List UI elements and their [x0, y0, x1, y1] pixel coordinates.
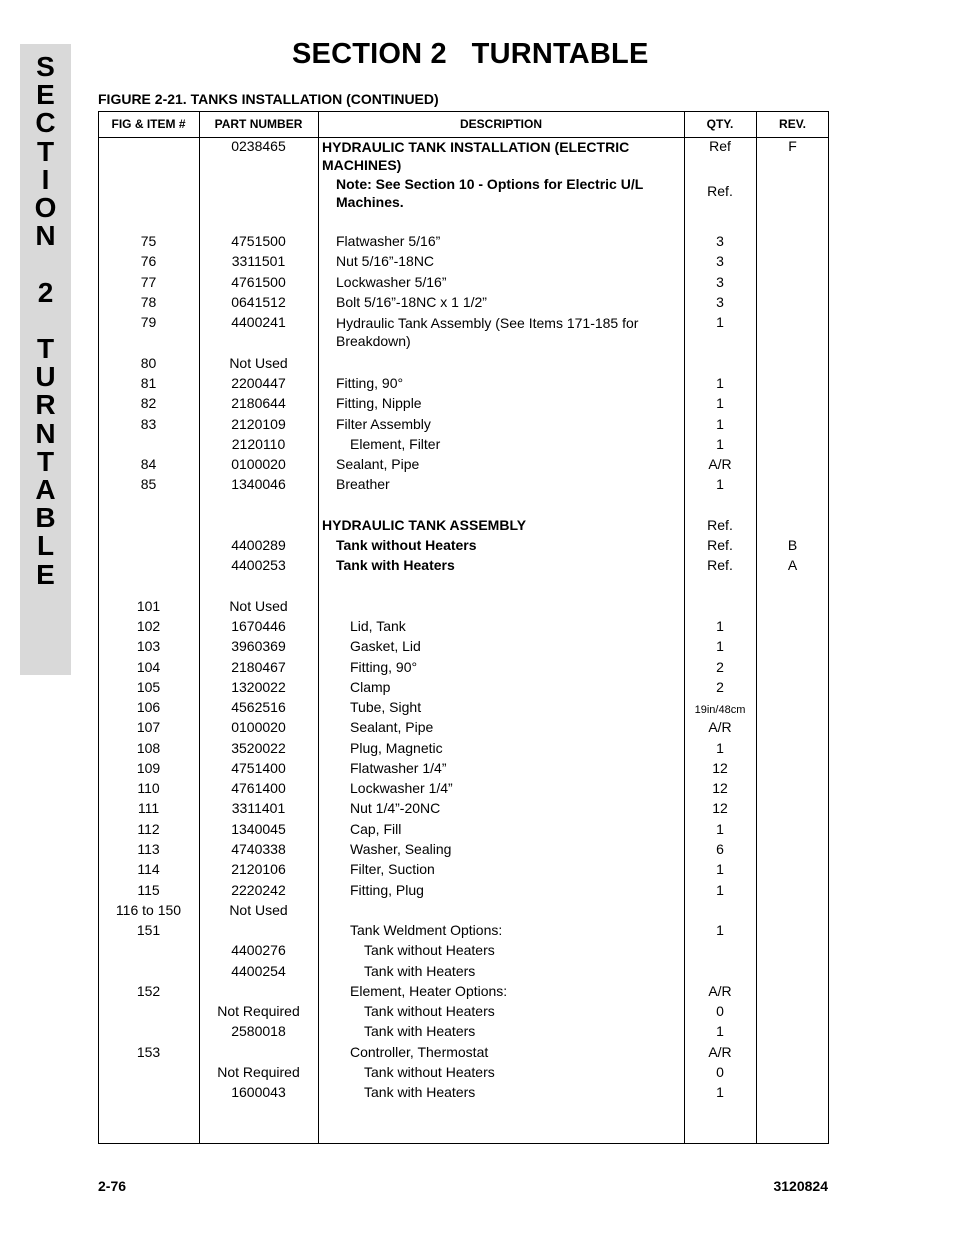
row-qty: 1 [716, 861, 724, 877]
row-part: Not Used [229, 902, 288, 918]
row-qty: A/R [708, 1044, 732, 1060]
row-part: 0641512 [231, 294, 286, 310]
row-item: 110 [137, 780, 160, 796]
row-qty: 1 [716, 922, 724, 938]
header-description: DESCRIPTION [459, 117, 542, 131]
row-part: Not Required [217, 1003, 300, 1019]
row-part: 4751400 [231, 760, 286, 776]
row-item: 103 [136, 638, 161, 654]
row-desc: Tank without Heaters [364, 942, 495, 958]
row-part: 2580018 [231, 1023, 286, 1039]
row-desc: Controller, Thermostat [350, 1044, 489, 1060]
row-desc: HYDRAULIC TANK INSTALLATION (ELECTRIC MACHINES) [322, 139, 630, 173]
row-desc: Sealant, Pipe [336, 456, 420, 472]
row-qty: 1 [716, 882, 724, 898]
side-tab-letter: R [35, 389, 56, 421]
row-item: 104 [136, 659, 161, 675]
row-desc: Tank Weldment Options: [350, 922, 503, 938]
row-desc: HYDRAULIC TANK ASSEMBLY [322, 517, 527, 533]
row-desc: Fitting, Plug [350, 882, 424, 898]
row-qty: A/R [708, 456, 732, 472]
row-part: 2180467 [231, 659, 286, 675]
row-part: 2120110 [231, 436, 286, 452]
row-desc: Sealant, Pipe [350, 719, 434, 735]
row-qty: 12 [712, 800, 728, 816]
side-tab-letter: E [36, 79, 55, 111]
row-item: 102 [136, 618, 161, 634]
row-qty: 2 [716, 659, 724, 675]
row-desc: Plug, Magnetic [350, 740, 443, 756]
row-desc: Element, Heater Options: [350, 983, 508, 999]
row-desc: Tube, Sight [350, 699, 422, 715]
row-part: 4400289 [231, 537, 286, 553]
row-desc: Fitting, 90° [336, 375, 404, 391]
row-item: 79 [140, 314, 157, 330]
row-qty: 3 [716, 294, 724, 310]
row-part: 2220242 [231, 882, 286, 898]
row-item: 83 [140, 416, 157, 432]
document-number: 3120824 [773, 1178, 828, 1194]
side-tab-letter: C [35, 107, 56, 139]
row-part: 2120109 [231, 416, 286, 432]
row-item: 152 [136, 983, 161, 999]
side-tab-letter: B [35, 502, 56, 534]
row-item: 106 [136, 699, 161, 715]
side-tab-letter: S [36, 51, 55, 82]
row-desc: Fitting, 90° [350, 659, 418, 675]
row-qty: 1 [716, 416, 724, 432]
side-tab-letter: N [35, 220, 56, 252]
row-rev: F [788, 138, 797, 154]
row-qty: 1 [716, 436, 724, 452]
row-rev: A [787, 557, 798, 573]
row-part: 0100020 [231, 719, 286, 735]
row-desc: Filter, Suction [350, 861, 435, 877]
side-tab-letter: T [36, 333, 55, 364]
row-desc: Tank with Heaters [336, 557, 455, 573]
row-desc: Hydraulic Tank Assembly (See Items 171-185 for Breakdown) [336, 315, 639, 349]
side-tab-letter: I [41, 163, 50, 195]
row-desc: Washer, Sealing [350, 841, 452, 857]
row-desc: Element, Filter [350, 436, 441, 452]
header-part-number: PART NUMBER [214, 117, 303, 131]
row-desc: Flatwasher 5/16” [336, 233, 441, 249]
side-tab-letter: O [34, 192, 57, 223]
row-item: 101 [136, 598, 161, 614]
row-part: 3520022 [231, 740, 286, 756]
header-qty: QTY. [706, 117, 734, 131]
row-desc: Tank without Heaters [364, 1003, 495, 1019]
row-qty: Ref. [707, 537, 733, 553]
row-item: 114 [137, 861, 160, 877]
row-desc: Nut 1/4”-20NC [350, 800, 441, 816]
row-qty: 12 [712, 780, 728, 796]
row-part: 4400254 [231, 963, 286, 979]
row-part: 2120106 [231, 861, 286, 877]
row-part: 1340046 [231, 476, 286, 492]
row-part: Not Used [229, 598, 288, 614]
row-qty: 1 [716, 821, 724, 837]
row-desc: Lockwasher 5/16” [336, 274, 447, 290]
row-qty: 1 [716, 314, 724, 330]
row-item: 111 [137, 800, 160, 816]
row-item: 107 [136, 719, 161, 735]
side-tab-letter: U [35, 361, 56, 393]
row-part: 4761400 [231, 780, 286, 796]
row-qty: 3 [716, 233, 724, 249]
side-tab-letter: A [35, 474, 56, 505]
row-item: 113 [137, 841, 160, 857]
row-desc: Bolt 5/16”-18NC x 1 1/2” [336, 294, 487, 310]
row-part: 4400253 [231, 557, 286, 573]
row-qty: 1 [716, 395, 724, 411]
section-side-tab [20, 44, 71, 675]
row-qty: 6 [716, 841, 724, 857]
row-desc: Cap, Fill [350, 821, 402, 837]
row-item: 84 [140, 456, 157, 472]
row-qty: Ref. [707, 517, 733, 533]
row-desc: Tank with Heaters [364, 1023, 476, 1039]
side-tab-letter: E [36, 558, 55, 590]
row-part: 3960369 [231, 638, 286, 654]
row-part: 1340045 [231, 821, 286, 837]
row-qty: 3 [716, 274, 724, 290]
row-item: 151 [136, 922, 161, 938]
row-desc: Lid, Tank [350, 618, 406, 634]
row-item: 81 [140, 375, 157, 391]
row-part: 0100020 [231, 456, 286, 472]
row-qty: A/R [708, 719, 732, 735]
row-qty: 1 [716, 375, 724, 391]
row-desc: Tank without Heaters [336, 537, 477, 553]
row-item: 153 [136, 1044, 161, 1060]
row-item: 80 [140, 355, 157, 371]
side-tab-letter: L [36, 530, 55, 562]
section-title: SECTION 2 TURNTABLE [292, 38, 649, 70]
row-qty: 1 [716, 740, 724, 756]
row-part: 4400241 [231, 314, 286, 330]
row-item: 76 [140, 253, 157, 269]
row-qty: 1 [716, 618, 724, 634]
row-desc: Lockwasher 1/4” [350, 780, 453, 796]
row-desc: Gasket, Lid [350, 638, 421, 654]
row-qty: 12 [712, 760, 728, 776]
side-tab-letter: N [35, 417, 56, 449]
row-qty: 2 [716, 679, 724, 695]
row-part: 1320022 [231, 679, 286, 695]
header-fig-item: FIG & ITEM # [111, 117, 186, 131]
side-tab-letter: T [36, 445, 55, 477]
row-rev: B [787, 537, 798, 553]
row-qty: 0 [716, 1064, 724, 1080]
row-part: 3311501 [231, 253, 286, 269]
row-desc: Flatwasher 1/4” [350, 760, 447, 776]
row-desc: Note: See Section 10 - Options for Electric U/L Machines. [336, 176, 644, 210]
row-part: 0238465 [231, 138, 286, 154]
row-desc: Breather [336, 476, 390, 492]
row-part: 1600043 [231, 1084, 286, 1100]
row-qty: 0 [716, 1003, 724, 1019]
row-desc: Nut 5/16”-18NC [336, 253, 435, 269]
column-divider [318, 111, 319, 1144]
row-part: 4761500 [231, 274, 286, 290]
row-qty: 1 [716, 476, 724, 492]
row-item: 109 [136, 760, 161, 776]
header-rev: REV. [779, 117, 806, 131]
row-item: 105 [136, 679, 161, 695]
row-part: 4400276 [231, 942, 286, 958]
row-qty: 1 [716, 1023, 724, 1039]
row-desc: Tank without Heaters [364, 1064, 495, 1080]
row-desc: Clamp [350, 679, 391, 695]
side-tab-letter: T [36, 135, 55, 167]
row-qty: Ref. [707, 183, 733, 199]
row-desc: Filter Assembly [336, 416, 431, 432]
row-item: 112 [137, 821, 160, 837]
row-part: 4751500 [231, 233, 286, 249]
row-item: 82 [140, 395, 157, 411]
row-part: 1670446 [231, 618, 286, 634]
row-qty: A/R [708, 983, 732, 999]
row-desc: Tank with Heaters [364, 1084, 476, 1100]
row-part: 3311401 [231, 800, 286, 816]
row-item: 116 to 150 [115, 902, 182, 918]
row-desc: Tank with Heaters [364, 963, 476, 979]
row-part: Not Used [229, 355, 288, 371]
row-part: 4740338 [231, 841, 286, 857]
figure-title: FIGURE 2-21. TANKS INSTALLATION (CONTINUED) [98, 91, 439, 107]
side-tab-letter: 2 [37, 276, 54, 308]
row-part: Not Required [217, 1064, 300, 1080]
row-qty: Ref. [707, 557, 733, 573]
row-desc: Fitting, Nipple [336, 395, 422, 411]
row-qty: 1 [716, 638, 724, 654]
row-item: 108 [136, 740, 161, 756]
page-number: 2-76 [98, 1178, 127, 1194]
row-part: 2200447 [231, 375, 286, 391]
row-part: 2180644 [231, 395, 286, 411]
row-item: 115 [137, 882, 160, 898]
column-divider [756, 111, 757, 1144]
row-item: 77 [140, 274, 157, 290]
row-qty: Ref [709, 138, 731, 154]
row-qty: 1 [716, 1084, 724, 1100]
row-qty: 19in/48cm [694, 704, 746, 716]
row-item: 78 [140, 294, 157, 310]
row-part: 4562516 [231, 699, 286, 715]
row-item: 85 [140, 476, 157, 492]
row-qty: 3 [716, 253, 724, 269]
row-item: 75 [140, 233, 157, 249]
